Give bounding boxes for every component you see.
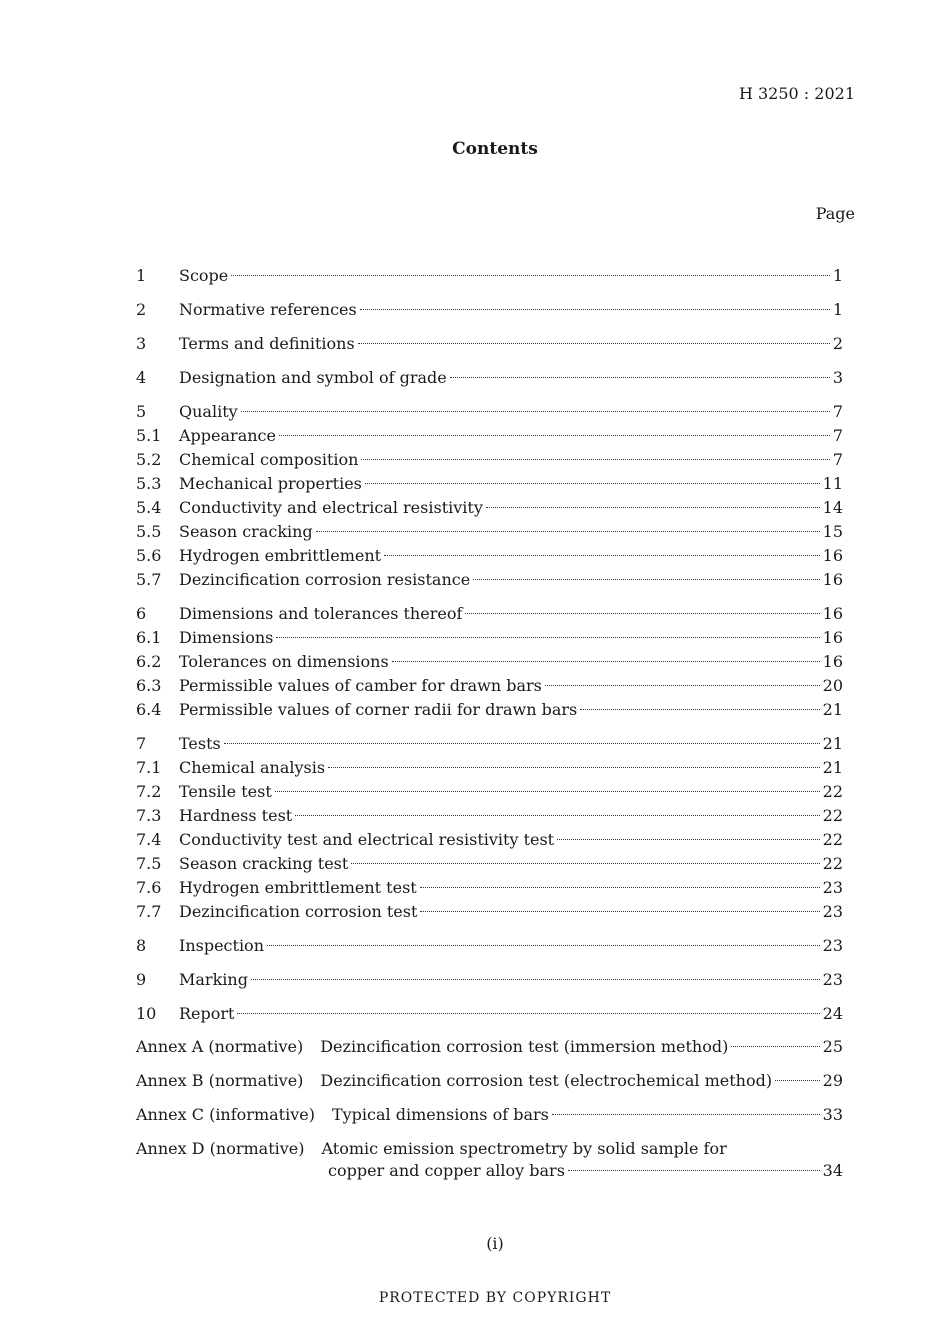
dot-leader — [279, 435, 830, 436]
annex-label: Annex B (normative) — [136, 1071, 304, 1090]
toc-number: 7.2 — [136, 782, 162, 801]
dot-leader — [231, 275, 830, 276]
toc-page: 21 — [822, 758, 843, 777]
toc-page: 20 — [822, 676, 843, 695]
toc-title: Tensile test — [179, 782, 272, 801]
toc-title: Permissible values of corner radii for drawn bars — [179, 700, 578, 719]
dot-leader — [316, 531, 820, 532]
toc-title: Conductivity test and electrical resistivity test — [179, 830, 555, 849]
toc-title: Hydrogen embrittlement — [179, 546, 382, 565]
annex-title: Typical dimensions of bars — [331, 1105, 549, 1124]
toc-title: Hardness test — [179, 806, 293, 825]
toc-entry-3[interactable] — [136, 333, 843, 355]
toc-number: 5 — [136, 402, 147, 421]
toc-page: 21 — [822, 700, 843, 719]
dot-leader — [241, 411, 830, 412]
toc-number: 5.6 — [136, 546, 162, 565]
dot-leader — [384, 555, 820, 556]
annex-title-line2: copper and copper alloy bars — [328, 1161, 565, 1180]
toc-entry-5-1[interactable] — [136, 425, 843, 447]
toc-number: 7.4 — [136, 830, 162, 849]
toc-entry-5-5[interactable] — [136, 521, 843, 543]
dot-leader — [361, 459, 829, 460]
dot-leader — [450, 377, 830, 378]
toc-title: Marking — [179, 970, 248, 989]
annex-label: Annex D (normative) — [136, 1139, 305, 1158]
toc-number: 3 — [136, 334, 147, 353]
toc-entry-2[interactable] — [136, 299, 843, 321]
toc-entry-6-2[interactable] — [136, 651, 843, 673]
toc-page: 16 — [822, 652, 843, 671]
toc-number: 7.7 — [136, 902, 162, 921]
dot-leader — [552, 1114, 820, 1115]
toc-entry-7-2[interactable] — [136, 781, 843, 803]
folio: (i) — [486, 1234, 504, 1253]
toc-title: Season cracking test — [179, 854, 349, 873]
annex-page: 25 — [822, 1037, 843, 1056]
toc-page: 11 — [822, 474, 843, 493]
toc-title: Season cracking — [179, 522, 313, 541]
toc-page: 23 — [822, 878, 843, 897]
annex-label: Annex C (informative) — [136, 1105, 315, 1124]
toc-number: 7.3 — [136, 806, 162, 825]
toc-entry-7-5[interactable] — [136, 853, 843, 875]
toc-page: 21 — [822, 734, 843, 753]
toc-title: Dimensions — [179, 628, 274, 647]
toc-entry-5[interactable] — [136, 401, 843, 423]
dot-leader — [420, 911, 819, 912]
toc-entry-5-4[interactable] — [136, 497, 843, 519]
dot-leader — [275, 791, 820, 792]
toc-title: Dimensions and tolerances thereof — [179, 604, 463, 623]
toc-title: Inspection — [179, 936, 264, 955]
annex-title: Dezincification corrosion test (electrochemical method) — [320, 1071, 773, 1090]
toc-entry-6-3[interactable] — [136, 675, 843, 697]
toc-title: Mechanical properties — [179, 474, 362, 493]
toc-entry-5-7[interactable] — [136, 569, 843, 591]
toc-number: 6.1 — [136, 628, 162, 647]
toc-page: 16 — [822, 604, 843, 623]
dot-leader — [557, 839, 820, 840]
toc-entry-5-6[interactable] — [136, 545, 843, 567]
toc-title: Chemical analysis — [179, 758, 326, 777]
annex-title-line1: Atomic emission spectrometry by solid sample for — [321, 1139, 727, 1158]
toc-entry-7-6[interactable] — [136, 877, 843, 899]
toc-number: 7.6 — [136, 878, 162, 897]
toc-title: Permissible values of camber for drawn bars — [179, 676, 542, 695]
toc-entry-5-2[interactable] — [136, 449, 843, 471]
toc-page: 7 — [832, 450, 843, 469]
dot-leader — [580, 709, 819, 710]
toc-page: 15 — [822, 522, 843, 541]
dot-leader — [358, 343, 830, 344]
toc-entry-5-3[interactable] — [136, 473, 843, 495]
toc-entry-7-1[interactable] — [136, 757, 843, 779]
toc-number: 7.5 — [136, 854, 162, 873]
contents-title: Contents — [452, 139, 538, 159]
toc-number: 9 — [136, 970, 147, 989]
toc-entry-8[interactable] — [136, 935, 843, 957]
toc-page: 1 — [832, 266, 843, 285]
toc-number: 5.1 — [136, 426, 162, 445]
toc-page: 2 — [832, 334, 843, 353]
dot-leader — [224, 743, 820, 744]
toc-title: Conductivity and electrical resistivity — [179, 498, 483, 517]
dot-leader — [251, 979, 820, 980]
toc-entry-7-7[interactable] — [136, 901, 843, 923]
annex-page: 33 — [822, 1105, 843, 1124]
dot-leader — [568, 1170, 820, 1171]
dot-leader — [365, 483, 820, 484]
toc-page: 3 — [832, 368, 843, 387]
toc-page: 16 — [822, 628, 843, 647]
toc-title: Tolerances on dimensions — [179, 652, 389, 671]
toc-page: 7 — [832, 426, 843, 445]
copyright-notice: PROTECTED BY COPYRIGHT — [378, 1290, 612, 1306]
toc-number: 5.7 — [136, 570, 162, 589]
dot-leader — [731, 1046, 819, 1047]
toc-title: Scope — [179, 266, 229, 285]
annex-entry-b[interactable] — [136, 1070, 843, 1092]
toc-entry-7-3[interactable] — [136, 805, 843, 827]
toc-page: 16 — [822, 570, 843, 589]
dot-leader — [545, 685, 820, 686]
annex-entry-a[interactable] — [136, 1036, 843, 1058]
annex-page: 29 — [822, 1071, 843, 1090]
toc-entry-4[interactable] — [136, 367, 843, 389]
toc-entry-7-4[interactable] — [136, 829, 843, 851]
dot-leader — [392, 661, 820, 662]
toc-page: 14 — [822, 498, 843, 517]
toc-title: Dezincification corrosion test — [179, 902, 418, 921]
toc-number: 7.1 — [136, 758, 162, 777]
toc-title: Chemical composition — [179, 450, 359, 469]
toc-page: 23 — [822, 936, 843, 955]
toc-number: 2 — [136, 300, 147, 319]
toc-page: 22 — [822, 854, 843, 873]
toc-number: 6.3 — [136, 676, 162, 695]
toc-number: 4 — [136, 368, 147, 387]
toc-page: 1 — [832, 300, 843, 319]
toc-entry-10[interactable] — [136, 1003, 843, 1025]
toc-page: 22 — [822, 830, 843, 849]
dot-leader — [237, 1013, 819, 1014]
dot-leader — [420, 887, 820, 888]
toc-number: 5.5 — [136, 522, 162, 541]
dot-leader — [295, 815, 819, 816]
toc-entry-6-4[interactable] — [136, 699, 843, 721]
toc-title: Normative references — [179, 300, 357, 319]
toc-entry-1[interactable] — [136, 265, 843, 287]
toc-title: Report — [179, 1004, 235, 1023]
dot-leader — [276, 637, 819, 638]
toc-page: 24 — [822, 1004, 843, 1023]
toc-number: 1 — [136, 266, 147, 285]
toc-title: Appearance — [179, 426, 276, 445]
dot-leader — [465, 613, 819, 614]
toc-entry-6[interactable] — [136, 603, 843, 625]
dot-leader — [486, 507, 820, 508]
toc-number: 8 — [136, 936, 147, 955]
annex-entry-d[interactable] — [136, 1138, 843, 1182]
toc-number: 10 — [136, 1004, 157, 1023]
dot-leader — [328, 767, 820, 768]
toc-entry-6-1[interactable] — [136, 627, 843, 649]
dot-leader — [267, 945, 820, 946]
toc-entry-7[interactable] — [136, 733, 843, 755]
annex-title: Dezincification corrosion test (immersion method) — [320, 1037, 729, 1056]
toc-number: 5.2 — [136, 450, 162, 469]
toc-number: 7 — [136, 734, 147, 753]
dot-leader — [360, 309, 830, 310]
toc-number: 5.4 — [136, 498, 162, 517]
toc-number: 6.4 — [136, 700, 162, 719]
toc-entry-9[interactable] — [136, 969, 843, 991]
toc-page: 22 — [822, 806, 843, 825]
toc-title: Dezincification corrosion resistance — [179, 570, 471, 589]
standard-number: H 3250 : 2021 — [738, 84, 855, 103]
page-column-heading: Page — [815, 204, 855, 223]
dot-leader — [351, 863, 819, 864]
toc-page: 23 — [822, 902, 843, 921]
toc-page: 22 — [822, 782, 843, 801]
toc-page: 23 — [822, 970, 843, 989]
toc-title: Designation and symbol of grade — [179, 368, 447, 387]
dot-leader — [473, 579, 819, 580]
annex-page: 34 — [822, 1161, 843, 1180]
toc-page: 7 — [832, 402, 843, 421]
toc-title: Quality — [179, 402, 238, 421]
toc-title: Tests — [179, 734, 221, 753]
toc-page: 16 — [822, 546, 843, 565]
toc-number: 6.2 — [136, 652, 162, 671]
toc-number: 6 — [136, 604, 147, 623]
dot-leader — [775, 1080, 820, 1081]
toc-title: Terms and definitions — [179, 334, 355, 353]
annex-label: Annex A (normative) — [136, 1037, 304, 1056]
toc-number: 5.3 — [136, 474, 162, 493]
annex-entry-c[interactable] — [136, 1104, 843, 1126]
toc-title: Hydrogen embrittlement test — [179, 878, 417, 897]
